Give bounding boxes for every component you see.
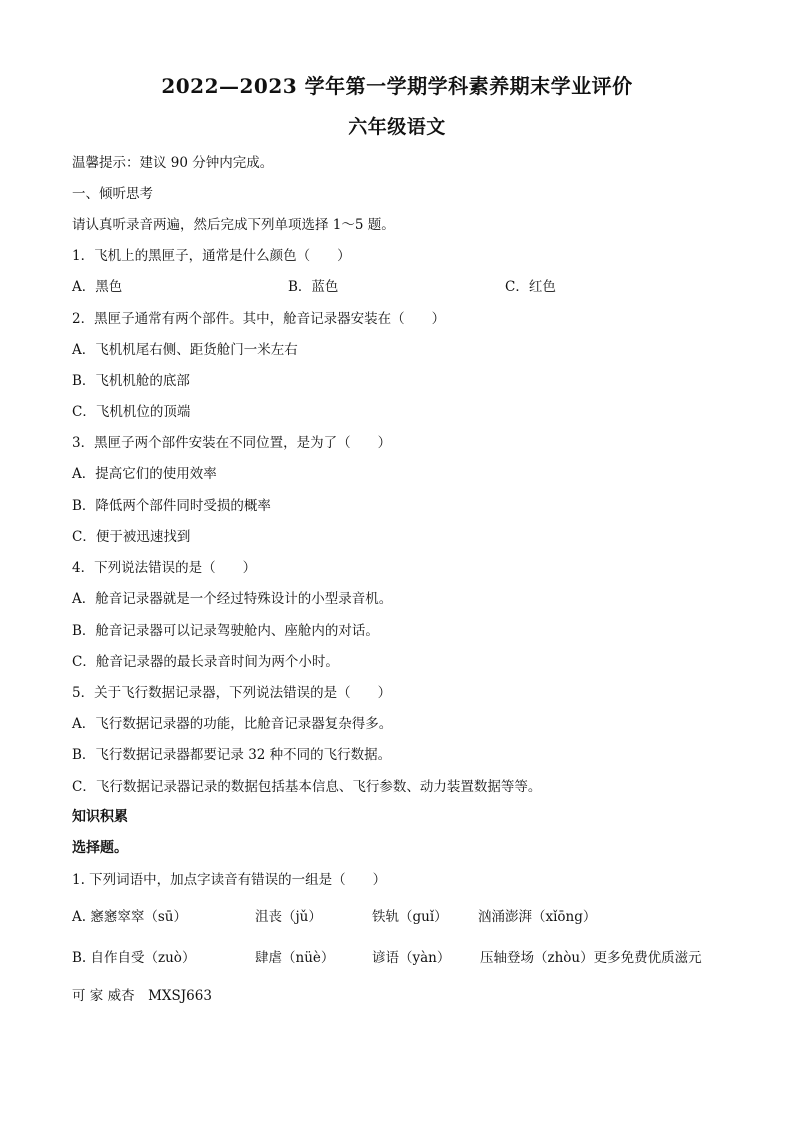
row-b-item-1: B. 自作自受（zuò）: [72, 950, 196, 966]
document-title: 2022—2023 学年第一学期学科素养期末学业评价: [161, 74, 633, 98]
row-a-item-4: 汹涌澎湃（xǐōng）: [478, 909, 597, 925]
watermark-text: 可 家 威杏 MXSJ663: [72, 988, 212, 1004]
listening-instruction: 请认真听录音两遍，然后完成下列单项选择 1～5 题。: [72, 217, 395, 233]
row-b-item-2: 肆虐（nüè）: [255, 950, 335, 966]
row-a-item-1: A. 窸窸窣窣（sū）: [72, 909, 187, 925]
question-3-option-b: B．降低两个部件同时受损的概率: [72, 498, 271, 514]
question-1-option-c: C．红色: [505, 279, 556, 295]
question-3-option-a: A．提高它们的使用效率: [72, 466, 217, 482]
question-5-option-a: A．飞行数据记录器的功能，比舱音记录器复杂得多。: [72, 716, 393, 732]
question-2-option-a: A．飞机机尾右侧、距货舱门一米左右: [72, 342, 298, 358]
question-4-option-a: A．舱音记录器就是一个经过特殊设计的小型录音机。: [72, 591, 393, 607]
question-5-option-b: B．飞行数据记录器都要记录 32 种不同的飞行数据。: [72, 747, 392, 763]
question-3-stem: 3．黑匣子两个部件安装在不同位置，是为了（ ）: [72, 435, 392, 451]
tip-text: 温馨提示：建议 90 分钟内完成。: [72, 155, 274, 171]
section-heading-listening: 一、倾听思考: [72, 186, 153, 202]
question-1-option-b: B．蓝色: [288, 279, 339, 295]
question-4-option-b: B．舱音记录器可以记录驾驶舱内、座舱内的对话。: [72, 623, 379, 639]
question-5-option-c: C．飞行数据记录器记录的数据包括基本信息、飞行参数、动力装置数据等等。: [72, 779, 542, 795]
section-subheading-choice: 选择题。: [72, 840, 128, 856]
section-heading-knowledge: 知识积累: [72, 809, 128, 825]
question-1-option-a: A．黑色: [72, 279, 123, 295]
question-5-stem: 5．关于飞行数据记录器，下列说法错误的是（ ）: [72, 685, 392, 701]
knowledge-question-1-stem: 1. 下列词语中，加点字读音有错误的一组是（ ）: [72, 872, 387, 888]
question-3-option-c: C．便于被迅速找到: [72, 529, 191, 545]
row-b-item-3: 谚语（yàn）: [372, 950, 451, 966]
row-a-item-2: 沮丧（jǔ）: [255, 909, 322, 925]
row-b-item-4: 压轴登场（zhòu）更多免费优质滋元: [480, 950, 702, 966]
question-4-option-c: C．舱音记录器的最长录音时间为两个小时。: [72, 654, 339, 670]
question-1-stem: 1．飞机上的黑匣子，通常是什么颜色（ ）: [72, 248, 351, 264]
question-2-stem: 2．黑匣子通常有两个部件。其中，舱音记录器安装在（ ）: [72, 311, 446, 327]
row-a-item-3: 铁轨（guǐ）: [372, 909, 448, 925]
document-subtitle: 六年级语文: [348, 116, 446, 138]
question-4-stem: 4．下列说法错误的是（ ）: [72, 560, 257, 576]
question-2-option-b: B．飞机机舱的底部: [72, 373, 190, 389]
question-2-option-c: C．飞机机位的顶端: [72, 404, 191, 420]
